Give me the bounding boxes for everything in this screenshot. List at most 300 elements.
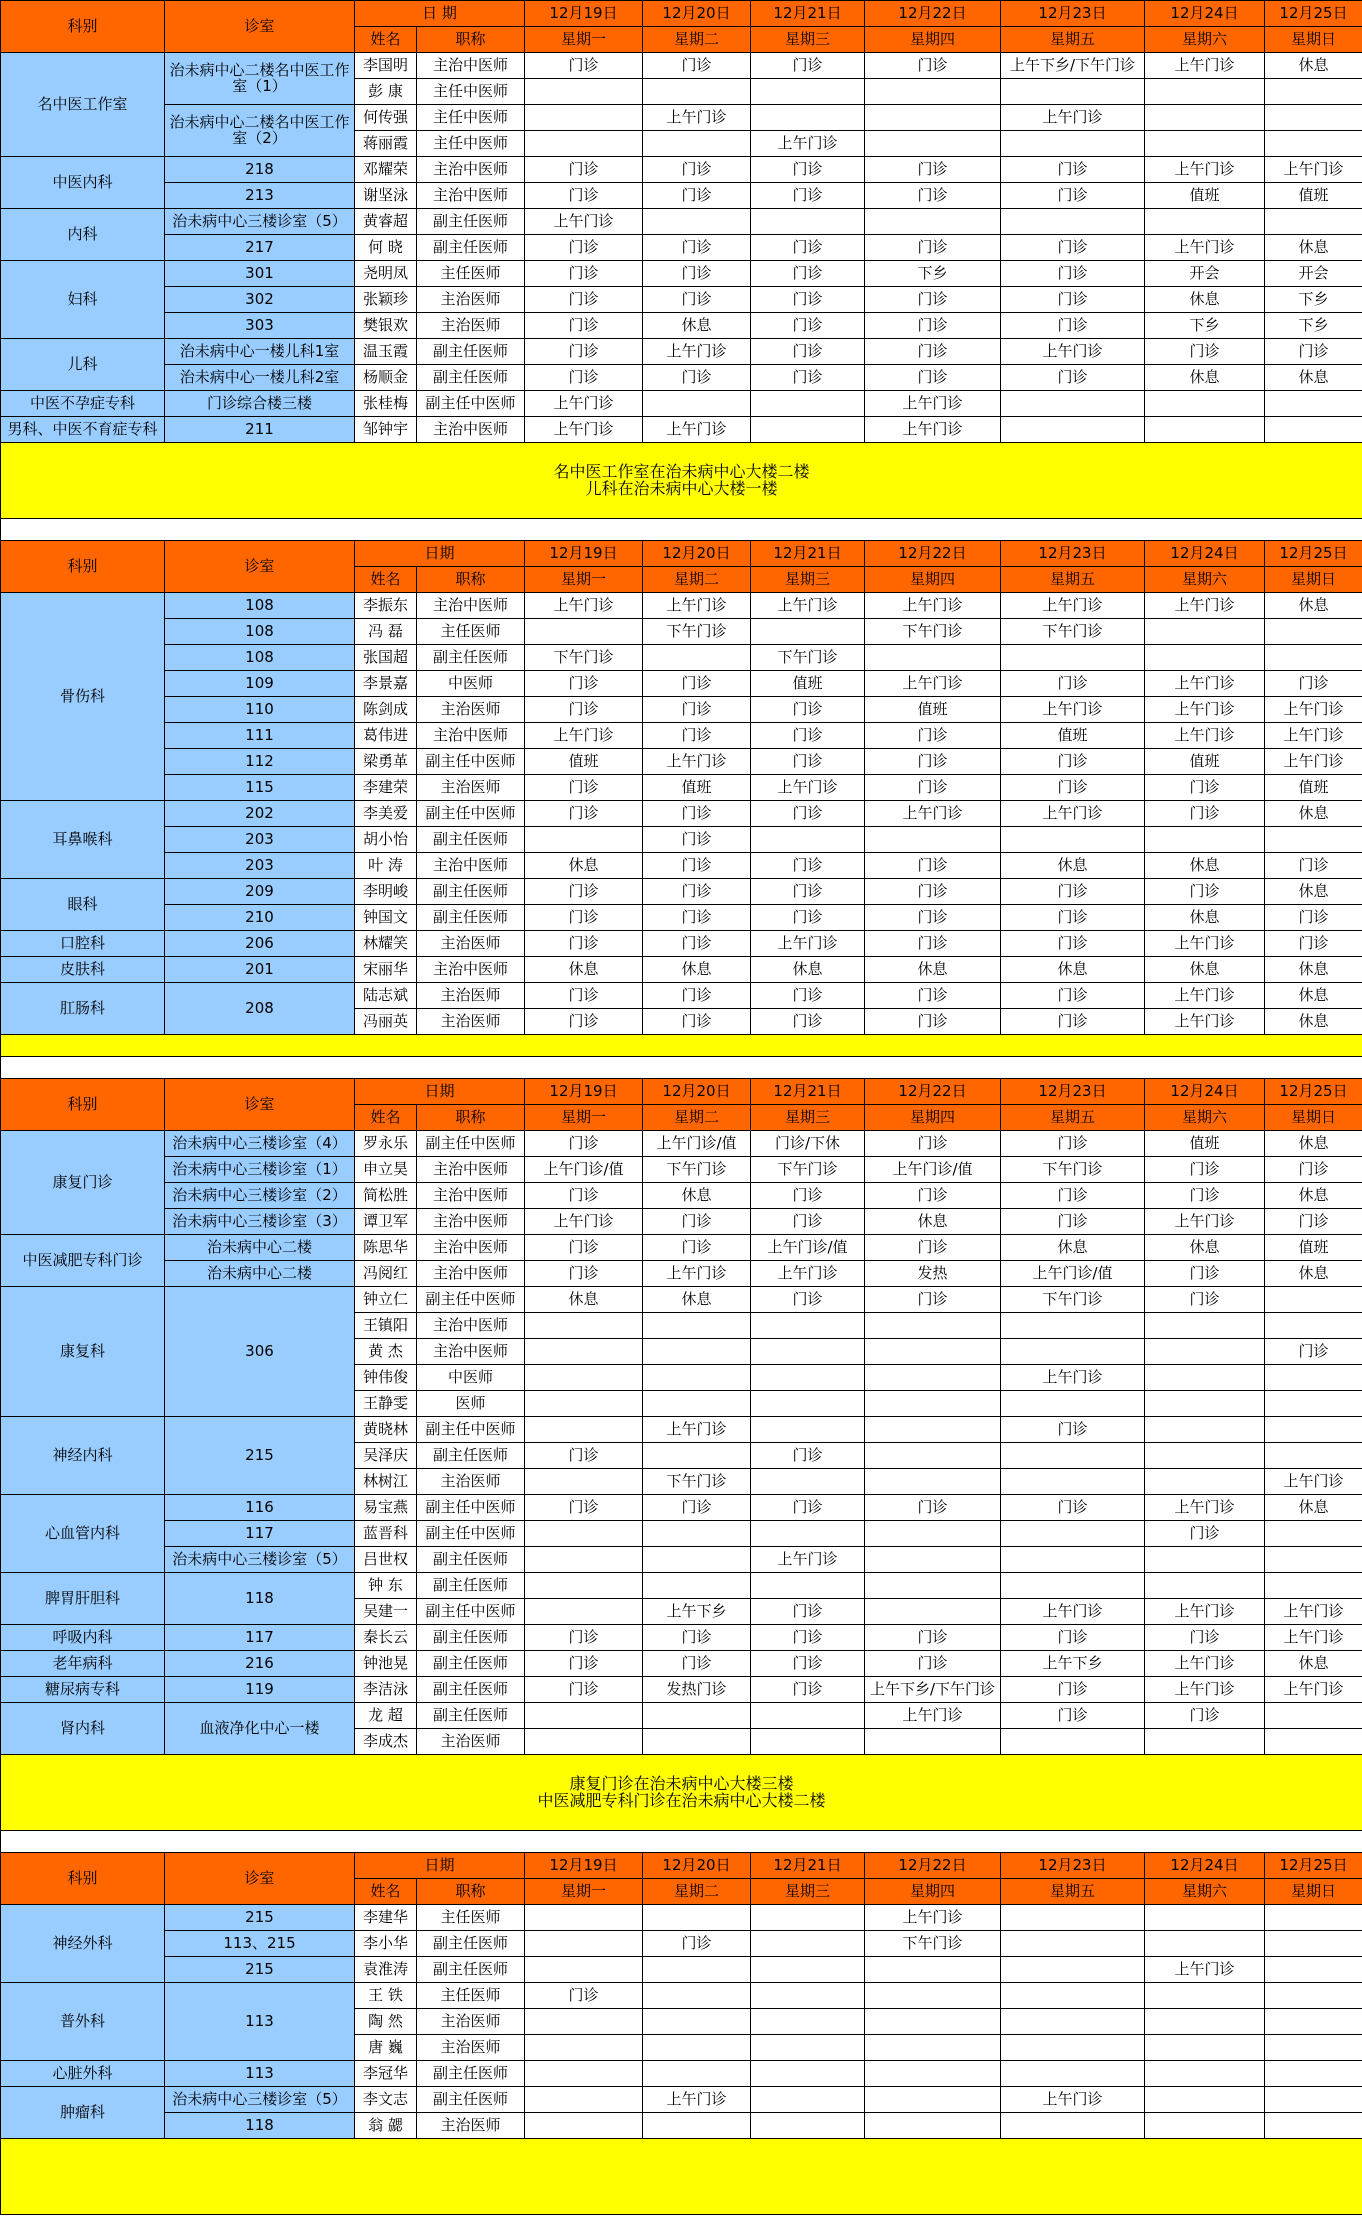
schedule-cell: 上午门诊 — [751, 131, 865, 157]
section-gap — [1, 1057, 1362, 1079]
schedule-cell: 门诊 — [865, 983, 1001, 1009]
room-cell: 治未病中心三楼诊室（1） — [165, 1157, 355, 1183]
schedule-cell: 上午门诊 — [643, 2087, 751, 2113]
weekday-header: 星期五 — [1001, 567, 1145, 593]
date-header: 12月19日 — [525, 1079, 643, 1105]
weekday-header: 星期一 — [525, 1105, 643, 1131]
schedule-cell: 休息 — [1265, 1651, 1362, 1677]
doctor-title: 副主任中医师 — [417, 391, 525, 417]
table-row — [1, 697, 1362, 723]
doctor-title: 副主任中医师 — [417, 749, 525, 775]
doctor-title: 副主任医师 — [417, 2087, 525, 2113]
schedule-cell: 门诊 — [1001, 261, 1145, 287]
schedule-cell — [751, 827, 865, 853]
schedule-cell — [865, 645, 1001, 671]
schedule-cell: 休息 — [643, 1287, 751, 1313]
schedule-cell: 门诊 — [751, 1443, 865, 1469]
date-header: 12月19日 — [525, 1853, 643, 1879]
schedule-cell: 下午门诊 — [643, 1157, 751, 1183]
schedule-cell: 门诊 — [1145, 879, 1265, 905]
table-row — [1, 391, 1362, 417]
schedule-cell — [1145, 645, 1265, 671]
schedule-cell — [865, 79, 1001, 105]
schedule-cell — [1265, 1957, 1362, 1983]
doctor-title: 副主任医师 — [417, 1703, 525, 1729]
schedule-cell — [1265, 1313, 1362, 1339]
room-cell: 215 — [165, 1905, 355, 1931]
schedule-cell: 门诊 — [643, 53, 751, 79]
schedule-cell — [865, 2087, 1001, 2113]
doctor-name: 陶 然 — [355, 2009, 417, 2035]
schedule-cell — [865, 105, 1001, 131]
schedule-cell: 上午门诊 — [643, 105, 751, 131]
schedule-cell: 上午门诊 — [1145, 931, 1265, 957]
schedule-cell: 门诊 — [525, 1651, 643, 1677]
schedule-cell — [525, 1521, 643, 1547]
schedule-cell: 上午门诊/值 — [1001, 1261, 1145, 1287]
doctor-name: 钟伟俊 — [355, 1365, 417, 1391]
doctor-title: 主治中医师 — [417, 53, 525, 79]
table-row — [1, 1957, 1362, 1983]
schedule-cell: 上午门诊 — [1001, 2087, 1145, 2113]
schedule-cell: 上午门诊/值 — [643, 1131, 751, 1157]
schedule-cell — [1145, 391, 1265, 417]
schedule-cell — [1145, 827, 1265, 853]
room-cell: 206 — [165, 931, 355, 957]
table-row — [1, 1905, 1362, 1931]
table-row — [1, 417, 1362, 443]
schedule-cell: 门诊 — [1001, 1677, 1145, 1703]
schedule-cell: 上午门诊 — [751, 593, 865, 619]
doctor-title: 副主任中医师 — [417, 1131, 525, 1157]
schedule-cell: 门诊 — [1001, 1209, 1145, 1235]
table-row — [1, 183, 1362, 209]
schedule-cell: 门诊 — [525, 983, 643, 1009]
schedule-cell — [1145, 1905, 1265, 1931]
table-row — [1, 593, 1362, 619]
date-header: 12月23日 — [1001, 541, 1145, 567]
table-row — [1, 209, 1362, 235]
schedule-cell: 门诊 — [525, 931, 643, 957]
schedule-cell: 上午门诊/值 — [525, 1157, 643, 1183]
schedule-cell — [1265, 209, 1362, 235]
schedule-cell: 上午门诊 — [1145, 53, 1265, 79]
schedule-cell: 休息 — [1265, 53, 1362, 79]
table-row — [1, 261, 1362, 287]
schedule-cell: 上午门诊 — [1145, 235, 1265, 261]
schedule-cell: 下午门诊 — [751, 645, 865, 671]
schedule-cell — [643, 1905, 751, 1931]
schedule-cell — [643, 1573, 751, 1599]
schedule-cell: 值班 — [1145, 183, 1265, 209]
doctor-title: 副主任医师 — [417, 235, 525, 261]
schedule-cell — [1265, 1391, 1362, 1417]
doctor-title: 副主任医师 — [417, 1573, 525, 1599]
table-row — [1, 1983, 1362, 2009]
schedule-cell: 门诊 — [1001, 157, 1145, 183]
schedule-cell: 门诊 — [643, 983, 751, 1009]
schedule-cell: 上午门诊 — [1145, 983, 1265, 1009]
schedule-cell: 门诊 — [865, 879, 1001, 905]
table-row — [1, 879, 1362, 905]
weekday-header: 星期六 — [1145, 567, 1265, 593]
schedule-cell — [751, 1391, 865, 1417]
room-cell: 109 — [165, 671, 355, 697]
schedule-cell — [1265, 2113, 1362, 2139]
doctor-name: 陈思华 — [355, 1235, 417, 1261]
weekday-header: 星期日 — [1265, 567, 1362, 593]
schedule-cell: 下午门诊 — [525, 645, 643, 671]
schedule-cell: 门诊 — [751, 313, 865, 339]
col-dept-header: 科别 — [1, 541, 165, 593]
note-row — [1, 1035, 1362, 1057]
schedule-cell — [1001, 391, 1145, 417]
schedule-cell: 门诊 — [865, 183, 1001, 209]
schedule-cell: 门诊 — [1265, 671, 1362, 697]
schedule-cell — [1001, 2113, 1145, 2139]
schedule-cell: 门诊 — [525, 1235, 643, 1261]
doctor-name: 彭 康 — [355, 79, 417, 105]
doctor-title: 主治中医师 — [417, 853, 525, 879]
schedule-cell — [1145, 2035, 1265, 2061]
schedule-cell — [1265, 1443, 1362, 1469]
schedule-cell: 值班 — [1001, 723, 1145, 749]
schedule-cell: 上午门诊 — [1145, 1651, 1265, 1677]
doctor-title: 中医师 — [417, 671, 525, 697]
room-cell: 301 — [165, 261, 355, 287]
schedule-cell: 门诊 — [865, 1625, 1001, 1651]
note-row — [1, 2139, 1362, 2215]
date-header: 12月20日 — [643, 1, 751, 27]
schedule-cell — [1265, 417, 1362, 443]
doctor-title: 主治中医师 — [417, 1235, 525, 1261]
weekday-header: 星期四 — [865, 27, 1001, 53]
schedule-cell: 门诊 — [1145, 1261, 1265, 1287]
schedule-cell: 上午门诊 — [865, 417, 1001, 443]
room-cell: 治未病中心三楼诊室（5） — [165, 209, 355, 235]
doctor-title: 副主任中医师 — [417, 1599, 525, 1625]
table-row — [1, 2061, 1362, 2087]
room-cell: 203 — [165, 853, 355, 879]
schedule-cell: 休息 — [1265, 365, 1362, 391]
schedule-cell — [865, 2009, 1001, 2035]
schedule-cell — [1145, 1547, 1265, 1573]
dept-cell: 呼吸内科 — [1, 1625, 165, 1651]
schedule-cell: 下午门诊 — [751, 1157, 865, 1183]
schedule-cell — [643, 2009, 751, 2035]
doctor-name: 李国明 — [355, 53, 417, 79]
dept-cell: 糖尿病专科 — [1, 1677, 165, 1703]
schedule-cell — [1145, 1417, 1265, 1443]
doctor-title: 主治医师 — [417, 1729, 525, 1755]
table-row — [1, 1495, 1362, 1521]
schedule-cell: 门诊 — [525, 235, 643, 261]
schedule-cell: 休息 — [1265, 957, 1362, 983]
schedule-cell: 门诊 — [751, 749, 865, 775]
room-cell: 治未病中心三楼诊室（4） — [165, 1131, 355, 1157]
doctor-title: 主治医师 — [417, 1469, 525, 1495]
schedule-cell — [751, 1573, 865, 1599]
schedule-cell: 上午门诊 — [751, 1547, 865, 1573]
doctor-name: 张桂梅 — [355, 391, 417, 417]
room-cell: 215 — [165, 1417, 355, 1495]
table-row — [1, 801, 1362, 827]
table-row — [1, 313, 1362, 339]
schedule-cell — [751, 2061, 865, 2087]
schedule-cell: 门诊 — [643, 1209, 751, 1235]
note-line: 儿科在治未病中心大楼一楼 — [585, 478, 778, 498]
schedule-cell: 门诊 — [751, 879, 865, 905]
schedule-cell: 上午门诊 — [1145, 671, 1265, 697]
schedule-cell: 上午门诊 — [1145, 593, 1265, 619]
schedule-cell — [865, 1957, 1001, 1983]
schedule-cell: 门诊 — [751, 1651, 865, 1677]
schedule-cell: 门诊 — [525, 697, 643, 723]
table-row — [1, 645, 1362, 671]
schedule-cell: 值班 — [1145, 749, 1265, 775]
schedule-cell: 门诊 — [751, 1599, 865, 1625]
room-cell: 115 — [165, 775, 355, 801]
room-cell: 治未病中心三楼诊室（3） — [165, 1209, 355, 1235]
table-row — [1, 235, 1362, 261]
doctor-title: 副主任医师 — [417, 209, 525, 235]
schedule-cell: 门诊 — [643, 723, 751, 749]
schedule-cell — [751, 417, 865, 443]
weekday-header: 星期四 — [865, 567, 1001, 593]
col-dept-header: 科别 — [1, 1853, 165, 1905]
room-cell: 108 — [165, 645, 355, 671]
table-row — [1, 827, 1362, 853]
schedule-cell: 门诊 — [643, 931, 751, 957]
doctor-name: 邓耀荣 — [355, 157, 417, 183]
table-row — [1, 1183, 1362, 1209]
table-row — [1, 1209, 1362, 1235]
schedule-cell: 值班 — [1265, 183, 1362, 209]
doctor-title: 副主任中医师 — [417, 1417, 525, 1443]
schedule-cell: 上午门诊 — [865, 593, 1001, 619]
schedule-cell: 上午门诊 — [1265, 1469, 1362, 1495]
dept-cell: 神经内科 — [1, 1417, 165, 1495]
room-cell: 203 — [165, 827, 355, 853]
doctor-name: 钟立仁 — [355, 1287, 417, 1313]
doctor-title: 副主任医师 — [417, 879, 525, 905]
room-cell: 门诊综合楼三楼 — [165, 391, 355, 417]
schedule-cell — [525, 2087, 643, 2113]
schedule-cell — [1001, 1957, 1145, 1983]
schedule-cell — [643, 2061, 751, 2087]
schedule-cell: 上午门诊 — [643, 593, 751, 619]
header-row-dates — [1, 1853, 1362, 1879]
schedule-cell: 门诊 — [525, 1495, 643, 1521]
date-header: 12月25日 — [1265, 541, 1362, 567]
note-line: 中医减肥专科门诊在治未病中心大楼二楼 — [537, 1790, 826, 1810]
date-header: 12月20日 — [643, 541, 751, 567]
schedule-cell — [751, 1417, 865, 1443]
schedule-cell — [1001, 2061, 1145, 2087]
schedule-cell: 门诊 — [751, 1677, 865, 1703]
doctor-name: 黄 杰 — [355, 1339, 417, 1365]
date-header: 12月19日 — [525, 1, 643, 27]
schedule-cell — [1265, 645, 1362, 671]
schedule-cell: 休息 — [525, 853, 643, 879]
schedule-cell: 门诊 — [1145, 1183, 1265, 1209]
room-cell: 治未病中心二楼 — [165, 1235, 355, 1261]
schedule-cell: 门诊 — [525, 1677, 643, 1703]
schedule-cell: 上午门诊 — [1265, 749, 1362, 775]
schedule-cell: 门诊 — [865, 1235, 1001, 1261]
note-line: 康复门诊在治未病中心大楼三楼 — [569, 1773, 794, 1793]
schedule-cell: 门诊 — [865, 1495, 1001, 1521]
schedule-cell: 门诊 — [751, 1625, 865, 1651]
schedule-cell: 门诊 — [525, 1009, 643, 1035]
doctor-title: 主治中医师 — [417, 957, 525, 983]
schedule-cell: 门诊 — [525, 365, 643, 391]
schedule-cell: 下午门诊 — [643, 1469, 751, 1495]
doctor-name: 吴建一 — [355, 1599, 417, 1625]
doctor-name: 王镇阳 — [355, 1313, 417, 1339]
schedule-cell: 休息 — [1265, 1261, 1362, 1287]
schedule-cell: 休息 — [1265, 1495, 1362, 1521]
schedule-cell — [1001, 1521, 1145, 1547]
doctor-name: 钟池晃 — [355, 1651, 417, 1677]
doctor-title: 主治医师 — [417, 1009, 525, 1035]
schedule-cell — [865, 1469, 1001, 1495]
schedule-cell — [525, 1365, 643, 1391]
schedule-cell — [865, 1729, 1001, 1755]
schedule-cell: 值班 — [865, 697, 1001, 723]
schedule-cell: 休息 — [1265, 983, 1362, 1009]
schedule-cell — [865, 2113, 1001, 2139]
schedule-cell: 上午门诊 — [1001, 593, 1145, 619]
schedule-cell: 门诊 — [525, 1983, 643, 2009]
table-row — [1, 1261, 1362, 1287]
schedule-cell: 门诊 — [525, 775, 643, 801]
schedule-cell: 门诊 — [1001, 1703, 1145, 1729]
schedule-cell: 门诊 — [643, 365, 751, 391]
schedule-cell — [751, 209, 865, 235]
schedule-cell: 门诊 — [865, 1651, 1001, 1677]
doctor-name: 梁勇革 — [355, 749, 417, 775]
schedule-cell: 休息 — [1145, 957, 1265, 983]
schedule-cell — [1265, 391, 1362, 417]
schedule-cell — [1001, 827, 1145, 853]
date-header: 12月24日 — [1145, 541, 1265, 567]
schedule-cell: 门诊 — [1001, 983, 1145, 1009]
schedule-cell — [751, 1983, 865, 2009]
schedule-cell — [1265, 1521, 1362, 1547]
doctor-name: 温玉霞 — [355, 339, 417, 365]
weekday-header: 星期三 — [751, 27, 865, 53]
schedule-cell — [1001, 1443, 1145, 1469]
schedule-cell: 门诊 — [865, 53, 1001, 79]
table-row — [1, 853, 1362, 879]
doctor-name: 冯 磊 — [355, 619, 417, 645]
doctor-title: 主任中医师 — [417, 131, 525, 157]
table-row — [1, 1651, 1362, 1677]
room-cell: 209 — [165, 879, 355, 905]
doctor-title: 副主任医师 — [417, 645, 525, 671]
schedule-cell: 休息 — [1145, 905, 1265, 931]
room-cell: 110 — [165, 697, 355, 723]
schedule-cell — [525, 1931, 643, 1957]
date-header: 12月24日 — [1145, 1079, 1265, 1105]
schedule-cell: 休息 — [1145, 1235, 1265, 1261]
dept-cell: 骨伤科 — [1, 593, 165, 801]
date-header: 12月21日 — [751, 1853, 865, 1879]
schedule-cell — [1001, 79, 1145, 105]
doctor-title: 主治中医师 — [417, 1313, 525, 1339]
schedule-cell: 上午门诊 — [865, 391, 1001, 417]
schedule-cell: 上午门诊 — [525, 209, 643, 235]
doctor-title: 副主任中医师 — [417, 801, 525, 827]
room-cell: 治未病中心二楼名中医工作室（2） — [165, 105, 355, 157]
schedule-cell: 下午门诊 — [865, 619, 1001, 645]
room-cell: 血液净化中心一楼 — [165, 1703, 355, 1755]
room-cell: 108 — [165, 593, 355, 619]
schedule-cell: 下乡 — [865, 261, 1001, 287]
doctor-name: 胡小怡 — [355, 827, 417, 853]
schedule-cell: 门诊 — [525, 1131, 643, 1157]
schedule-cell: 门诊 — [751, 905, 865, 931]
schedule-cell — [751, 1931, 865, 1957]
doctor-title: 主治中医师 — [417, 1183, 525, 1209]
schedule-cell: 门诊 — [751, 723, 865, 749]
schedule-cell: 门诊 — [525, 183, 643, 209]
schedule-cell: 门诊 — [1265, 339, 1362, 365]
schedule-cell: 门诊 — [525, 313, 643, 339]
room-cell: 202 — [165, 801, 355, 827]
schedule-cell — [1001, 1547, 1145, 1573]
schedule-cell — [1145, 1391, 1265, 1417]
schedule-cell: 上午门诊 — [865, 801, 1001, 827]
doctor-name: 谭卫军 — [355, 1209, 417, 1235]
dept-cell: 康复门诊 — [1, 1131, 165, 1235]
schedule-cell: 门诊 — [1145, 339, 1265, 365]
schedule-cell — [751, 1905, 865, 1931]
dept-cell: 脾胃肝胆科 — [1, 1573, 165, 1625]
header-row-dates — [1, 541, 1362, 567]
schedule-cell — [1145, 1365, 1265, 1391]
schedule-cell: 门诊 — [643, 1625, 751, 1651]
schedule-cell: 门诊 — [525, 1183, 643, 1209]
schedule-cell: 门诊 — [643, 671, 751, 697]
schedule-cell: 门诊 — [751, 1287, 865, 1313]
schedule-cell — [751, 1469, 865, 1495]
dept-cell: 心血管内科 — [1, 1495, 165, 1573]
doctor-name: 李文志 — [355, 2087, 417, 2113]
schedule-cell: 门诊 — [865, 235, 1001, 261]
schedule-cell: 上午门诊 — [643, 1261, 751, 1287]
weekday-header: 星期二 — [643, 1105, 751, 1131]
doctor-title: 副主任医师 — [417, 365, 525, 391]
weekday-header: 星期一 — [525, 27, 643, 53]
schedule-cell — [1145, 417, 1265, 443]
schedule-cell: 上午门诊 — [1001, 1599, 1145, 1625]
doctor-title: 副主任中医师 — [417, 1287, 525, 1313]
schedule-cell: 门诊 — [1145, 1703, 1265, 1729]
doctor-name: 吴泽庆 — [355, 1443, 417, 1469]
schedule-cell — [525, 1547, 643, 1573]
doctor-name: 葛伟进 — [355, 723, 417, 749]
doctor-name: 宋丽华 — [355, 957, 417, 983]
schedule-cell — [865, 1365, 1001, 1391]
schedule-cell — [1265, 827, 1362, 853]
schedule-cell: 门诊 — [1145, 1157, 1265, 1183]
schedule-cell — [1001, 131, 1145, 157]
schedule-cell — [1001, 1573, 1145, 1599]
dept-cell: 名中医工作室 — [1, 53, 165, 157]
room-cell: 303 — [165, 313, 355, 339]
